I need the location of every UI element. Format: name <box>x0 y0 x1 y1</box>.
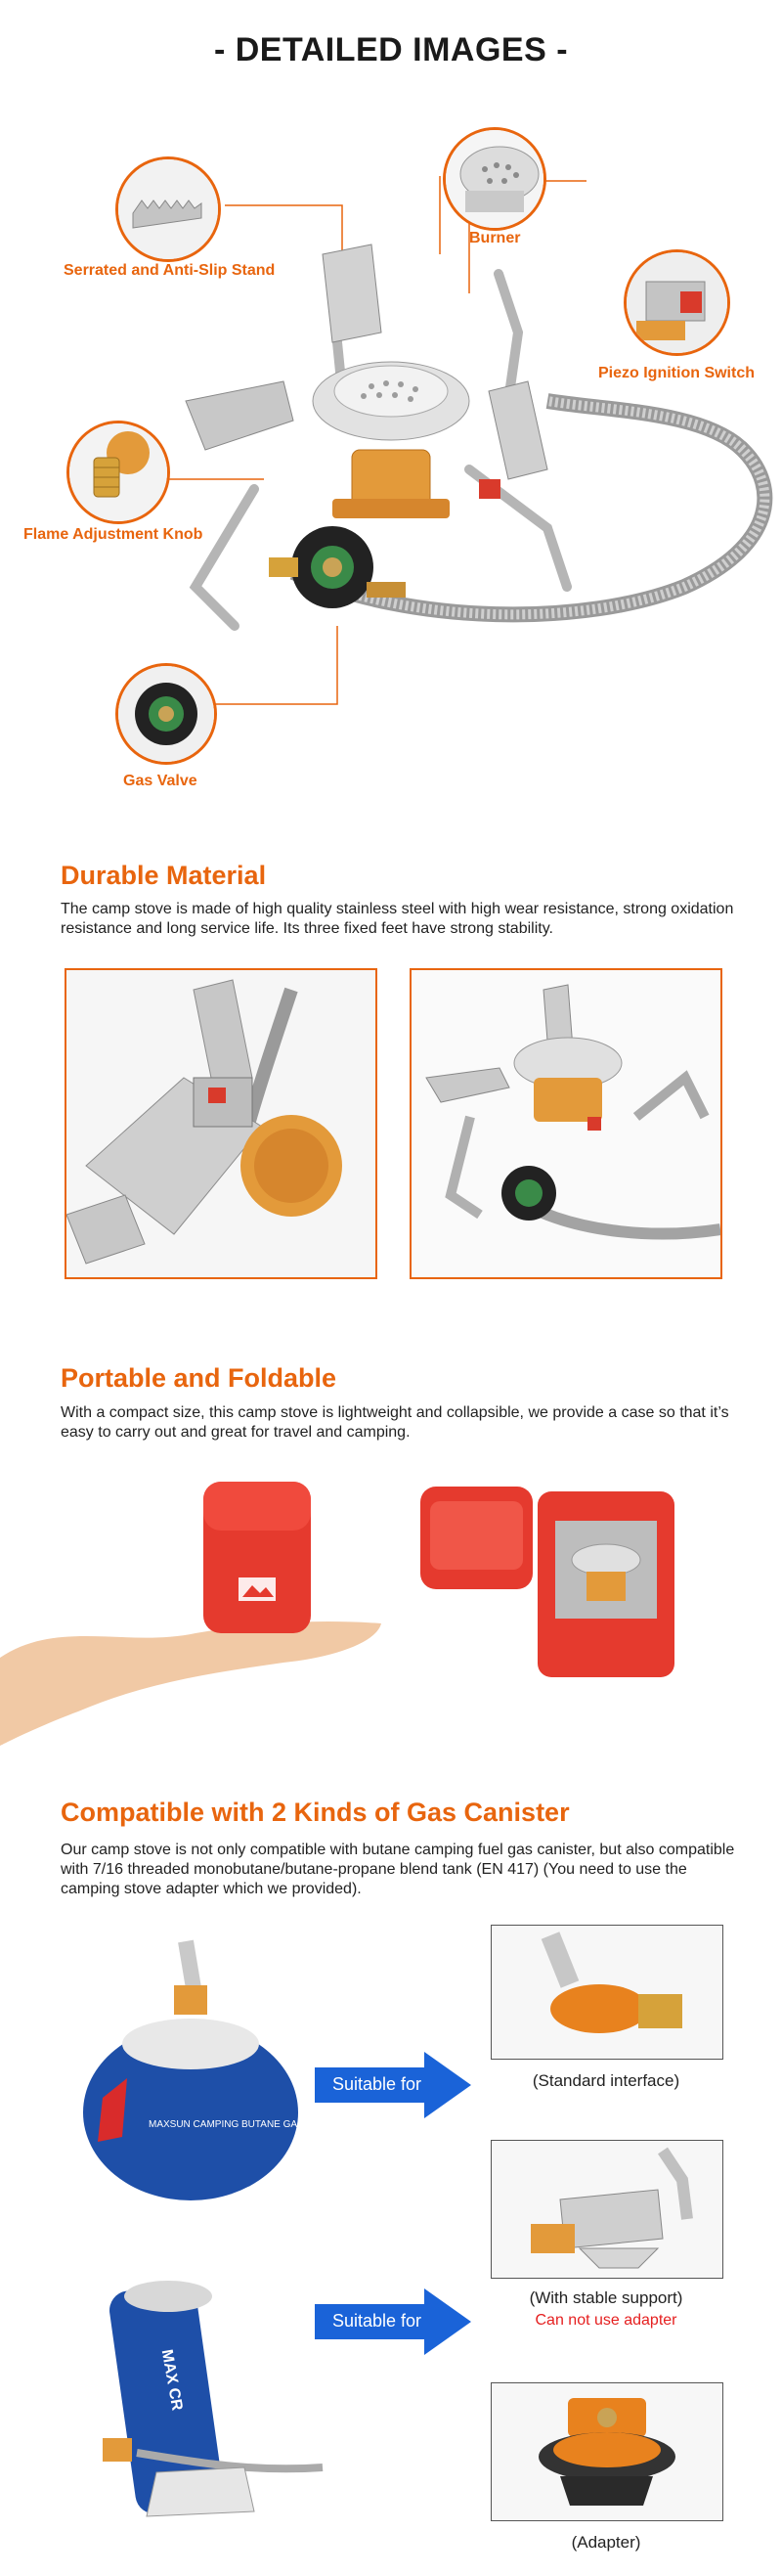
caption-adapter: (Adapter) <box>571 2533 641 2552</box>
compatible-text: Our camp stove is not only compatible with butane camping fuel gas canister, but also compatible with 7/16 threaded monobutane/butane-propane blend tank (EN 417) (You need to use the camping stove adapter which we provided). <box>61 1842 735 1897</box>
portable-photo-hand <box>0 1462 391 1755</box>
callout-burner: Burner <box>469 230 521 246</box>
arrow-1-label: Suitable for <box>332 2074 422 2094</box>
arrow-2 <box>315 2288 471 2355</box>
callout-gas-valve: Gas Valve <box>123 773 197 789</box>
page-title: - DETAILED IMAGES - <box>213 31 569 68</box>
butane-canister-photo <box>59 1932 313 2225</box>
durable-photo-2 <box>410 968 722 1279</box>
caption-standard: (Standard interface) <box>532 2071 680 2090</box>
durable-photo-1 <box>65 968 377 1279</box>
adapter-photo <box>491 2382 723 2521</box>
callout-piezo: Piezo Ignition Switch <box>598 365 755 381</box>
callout-serrated: Serrated and Anti-Slip Stand <box>64 262 276 279</box>
portable-text: With a compact size, this camp stove is lightweight and collapsible, we provide a case so that it’s easy to carry out and great for travel and camping. <box>61 1404 729 1441</box>
compatible-heading: Compatible with 2 Kinds of Gas Canister <box>61 1798 570 1827</box>
serrated-stand-detail <box>115 156 221 262</box>
canister1-label: MAXSUN CAMPING BUTANE GAS <box>149 2119 304 2130</box>
arrow-2-label: Suitable for <box>332 2311 422 2331</box>
canister2-label: MAX CR <box>157 2348 186 2413</box>
portable-photo-case <box>391 1462 782 1716</box>
callout-flame: Flame Adjustment Knob <box>23 526 203 543</box>
arrow-1 <box>315 2052 471 2118</box>
warn-no-adapter: Can not use adapter <box>535 2312 677 2329</box>
piezo-detail <box>624 249 730 356</box>
portable-heading: Portable and Foldable <box>61 1363 337 1393</box>
stable-support-photo <box>491 2140 723 2279</box>
cassette-canister-photo <box>98 2257 332 2521</box>
standard-interface-photo <box>491 1925 723 2060</box>
gas-valve-detail <box>115 663 217 765</box>
caption-stable: (With stable support) <box>529 2288 683 2307</box>
durable-text: The camp stove is made of high quality stainless steel with high wear resistance, strong oxidation resistance and long service life. Its three fixed feet have strong stability. <box>61 901 734 937</box>
durable-heading: Durable Material <box>61 861 267 890</box>
burner-detail <box>443 127 546 231</box>
flame-knob-detail <box>66 421 170 524</box>
